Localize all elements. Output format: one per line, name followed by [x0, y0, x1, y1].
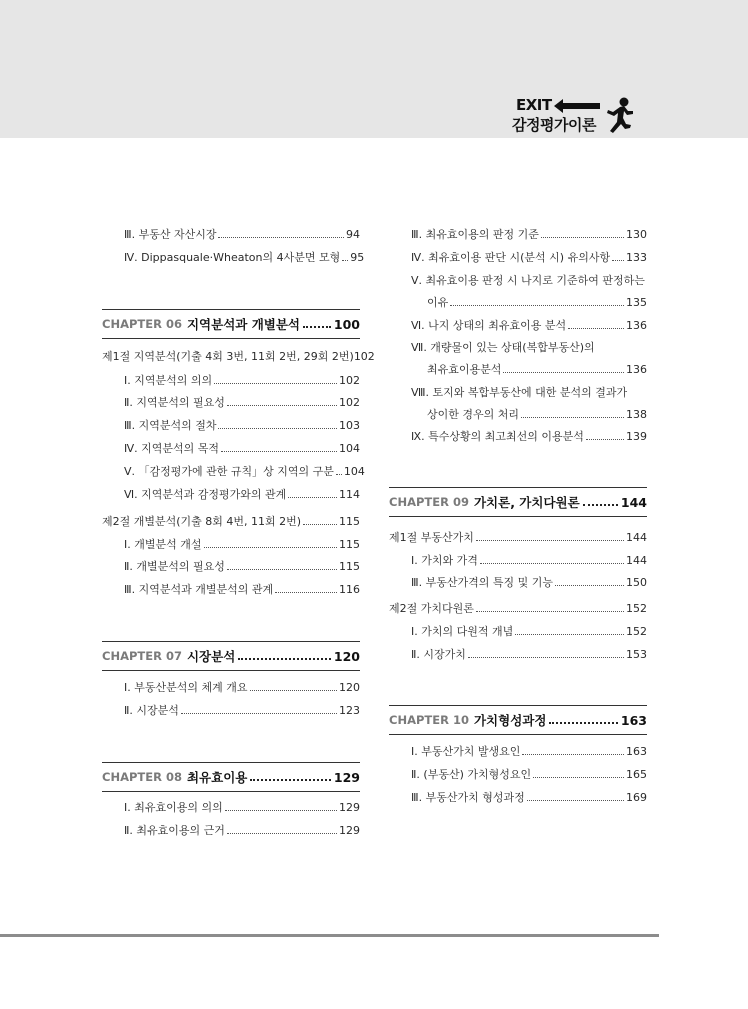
- toc-entry[interactable]: Ⅱ. 개별분석의 필요성 115: [124, 559, 360, 573]
- running-man-icon: [602, 96, 636, 136]
- toc-entry[interactable]: Ⅱ. (부동산) 가치형성요인 165: [411, 767, 647, 781]
- left-arrow-icon: [554, 99, 600, 113]
- toc-entry[interactable]: Ⅲ. 부동산가격의 특징 및 기능 150: [411, 575, 647, 589]
- footer-rule: [0, 934, 659, 937]
- toc-entry[interactable]: Ⅲ. 부동산 자산시장 94: [124, 227, 360, 241]
- toc-entry[interactable]: Ⅵ. 나지 상태의 최유효이용 분석 136: [411, 318, 647, 332]
- toc-entry[interactable]: Ⅰ. 부동산가치 발생요인 163: [411, 744, 647, 758]
- toc-entry[interactable]: Ⅱ. 시장가치 153: [411, 647, 647, 661]
- toc-entry-line[interactable]: Ⅶ. 개량물이 있는 상태(복합부동산)의: [411, 341, 595, 354]
- toc-entry[interactable]: Ⅸ. 특수상황의 최고최선의 이용분석 139: [411, 429, 647, 443]
- toc-entry[interactable]: Ⅲ. 부동산가치 형성과정 169: [411, 790, 647, 804]
- toc-entry[interactable]: Ⅳ. Dippasquale·Wheaton의 4사분면 모형 95: [124, 250, 365, 264]
- chapter-09-heading[interactable]: CHAPTER 09 가치론, 가치다원론 144: [389, 487, 647, 517]
- toc-entry[interactable]: Ⅴ. 「감정평가에 관한 규칙」상 지역의 구분 104: [124, 464, 365, 478]
- toc-entry[interactable]: Ⅲ. 최유효이용의 판정 기준 130: [411, 227, 647, 241]
- toc-section[interactable]: 제2절 가치다원론 152: [389, 601, 647, 615]
- toc-entry-line[interactable]: Ⅷ. 토지와 복합부동산에 대한 분석의 결과가: [411, 386, 628, 399]
- toc-entry[interactable]: Ⅱ. 최유효이용의 근거 129: [124, 823, 360, 837]
- toc-entry[interactable]: 최유효이용분석 136: [427, 362, 647, 376]
- toc-entry[interactable]: Ⅵ. 지역분석과 감정평가와의 관계 114: [124, 487, 360, 501]
- toc-entry[interactable]: Ⅰ. 가치와 가격 144: [411, 553, 647, 567]
- toc-entry[interactable]: 이유 135: [427, 295, 647, 309]
- toc-entry[interactable]: Ⅳ. 지역분석의 목적 104: [124, 441, 360, 455]
- toc-entry[interactable]: Ⅰ. 가치의 다원적 개념 152: [411, 624, 647, 638]
- chapter-06-heading[interactable]: CHAPTER 06 지역분석과 개별분석 100: [102, 309, 360, 339]
- toc-entry[interactable]: Ⅰ. 지역분석의 의의 102: [124, 373, 360, 387]
- exit-label: EXIT: [516, 96, 552, 114]
- toc-entry[interactable]: 상이한 경우의 처리 138: [427, 407, 647, 421]
- toc-entry[interactable]: Ⅰ. 최유효이용의 의의 129: [124, 800, 360, 814]
- toc-entry[interactable]: Ⅲ. 지역분석의 절차 103: [124, 418, 360, 432]
- exit-logo: [512, 96, 642, 136]
- toc-section[interactable]: 제1절 지역분석(기출 4회 3번, 11회 2번, 29회 2번) 102: [102, 349, 375, 363]
- toc-entry[interactable]: Ⅱ. 지역분석의 필요성 102: [124, 395, 360, 409]
- chapter-10-heading[interactable]: CHAPTER 10 가치형성과정 163: [389, 705, 647, 735]
- toc-entry[interactable]: Ⅳ. 최유효이용 판단 시(분석 시) 유의사항 133: [411, 250, 647, 264]
- chapter-08-heading[interactable]: CHAPTER 08 최유효이용 129: [102, 762, 360, 792]
- toc-entry-line[interactable]: Ⅴ. 최유효이용 판정 시 나지로 기준하여 판정하는: [411, 274, 645, 287]
- toc-entry[interactable]: Ⅱ. 시장분석 123: [124, 703, 360, 717]
- toc-entry[interactable]: Ⅰ. 개별분석 개설 115: [124, 537, 360, 551]
- book-title: 감정평가이론: [512, 116, 596, 134]
- toc-section[interactable]: 제1절 부동산가치 144: [389, 530, 647, 544]
- toc-entry[interactable]: Ⅲ. 지역분석과 개별분석의 관계 116: [124, 582, 360, 596]
- toc-entry[interactable]: Ⅰ. 부동산분석의 체계 개요 120: [124, 680, 360, 694]
- chapter-07-heading[interactable]: CHAPTER 07 시장분석 120: [102, 641, 360, 671]
- toc-section[interactable]: 제2절 개별분석(기출 8회 4번, 11회 2번) 115: [102, 514, 360, 528]
